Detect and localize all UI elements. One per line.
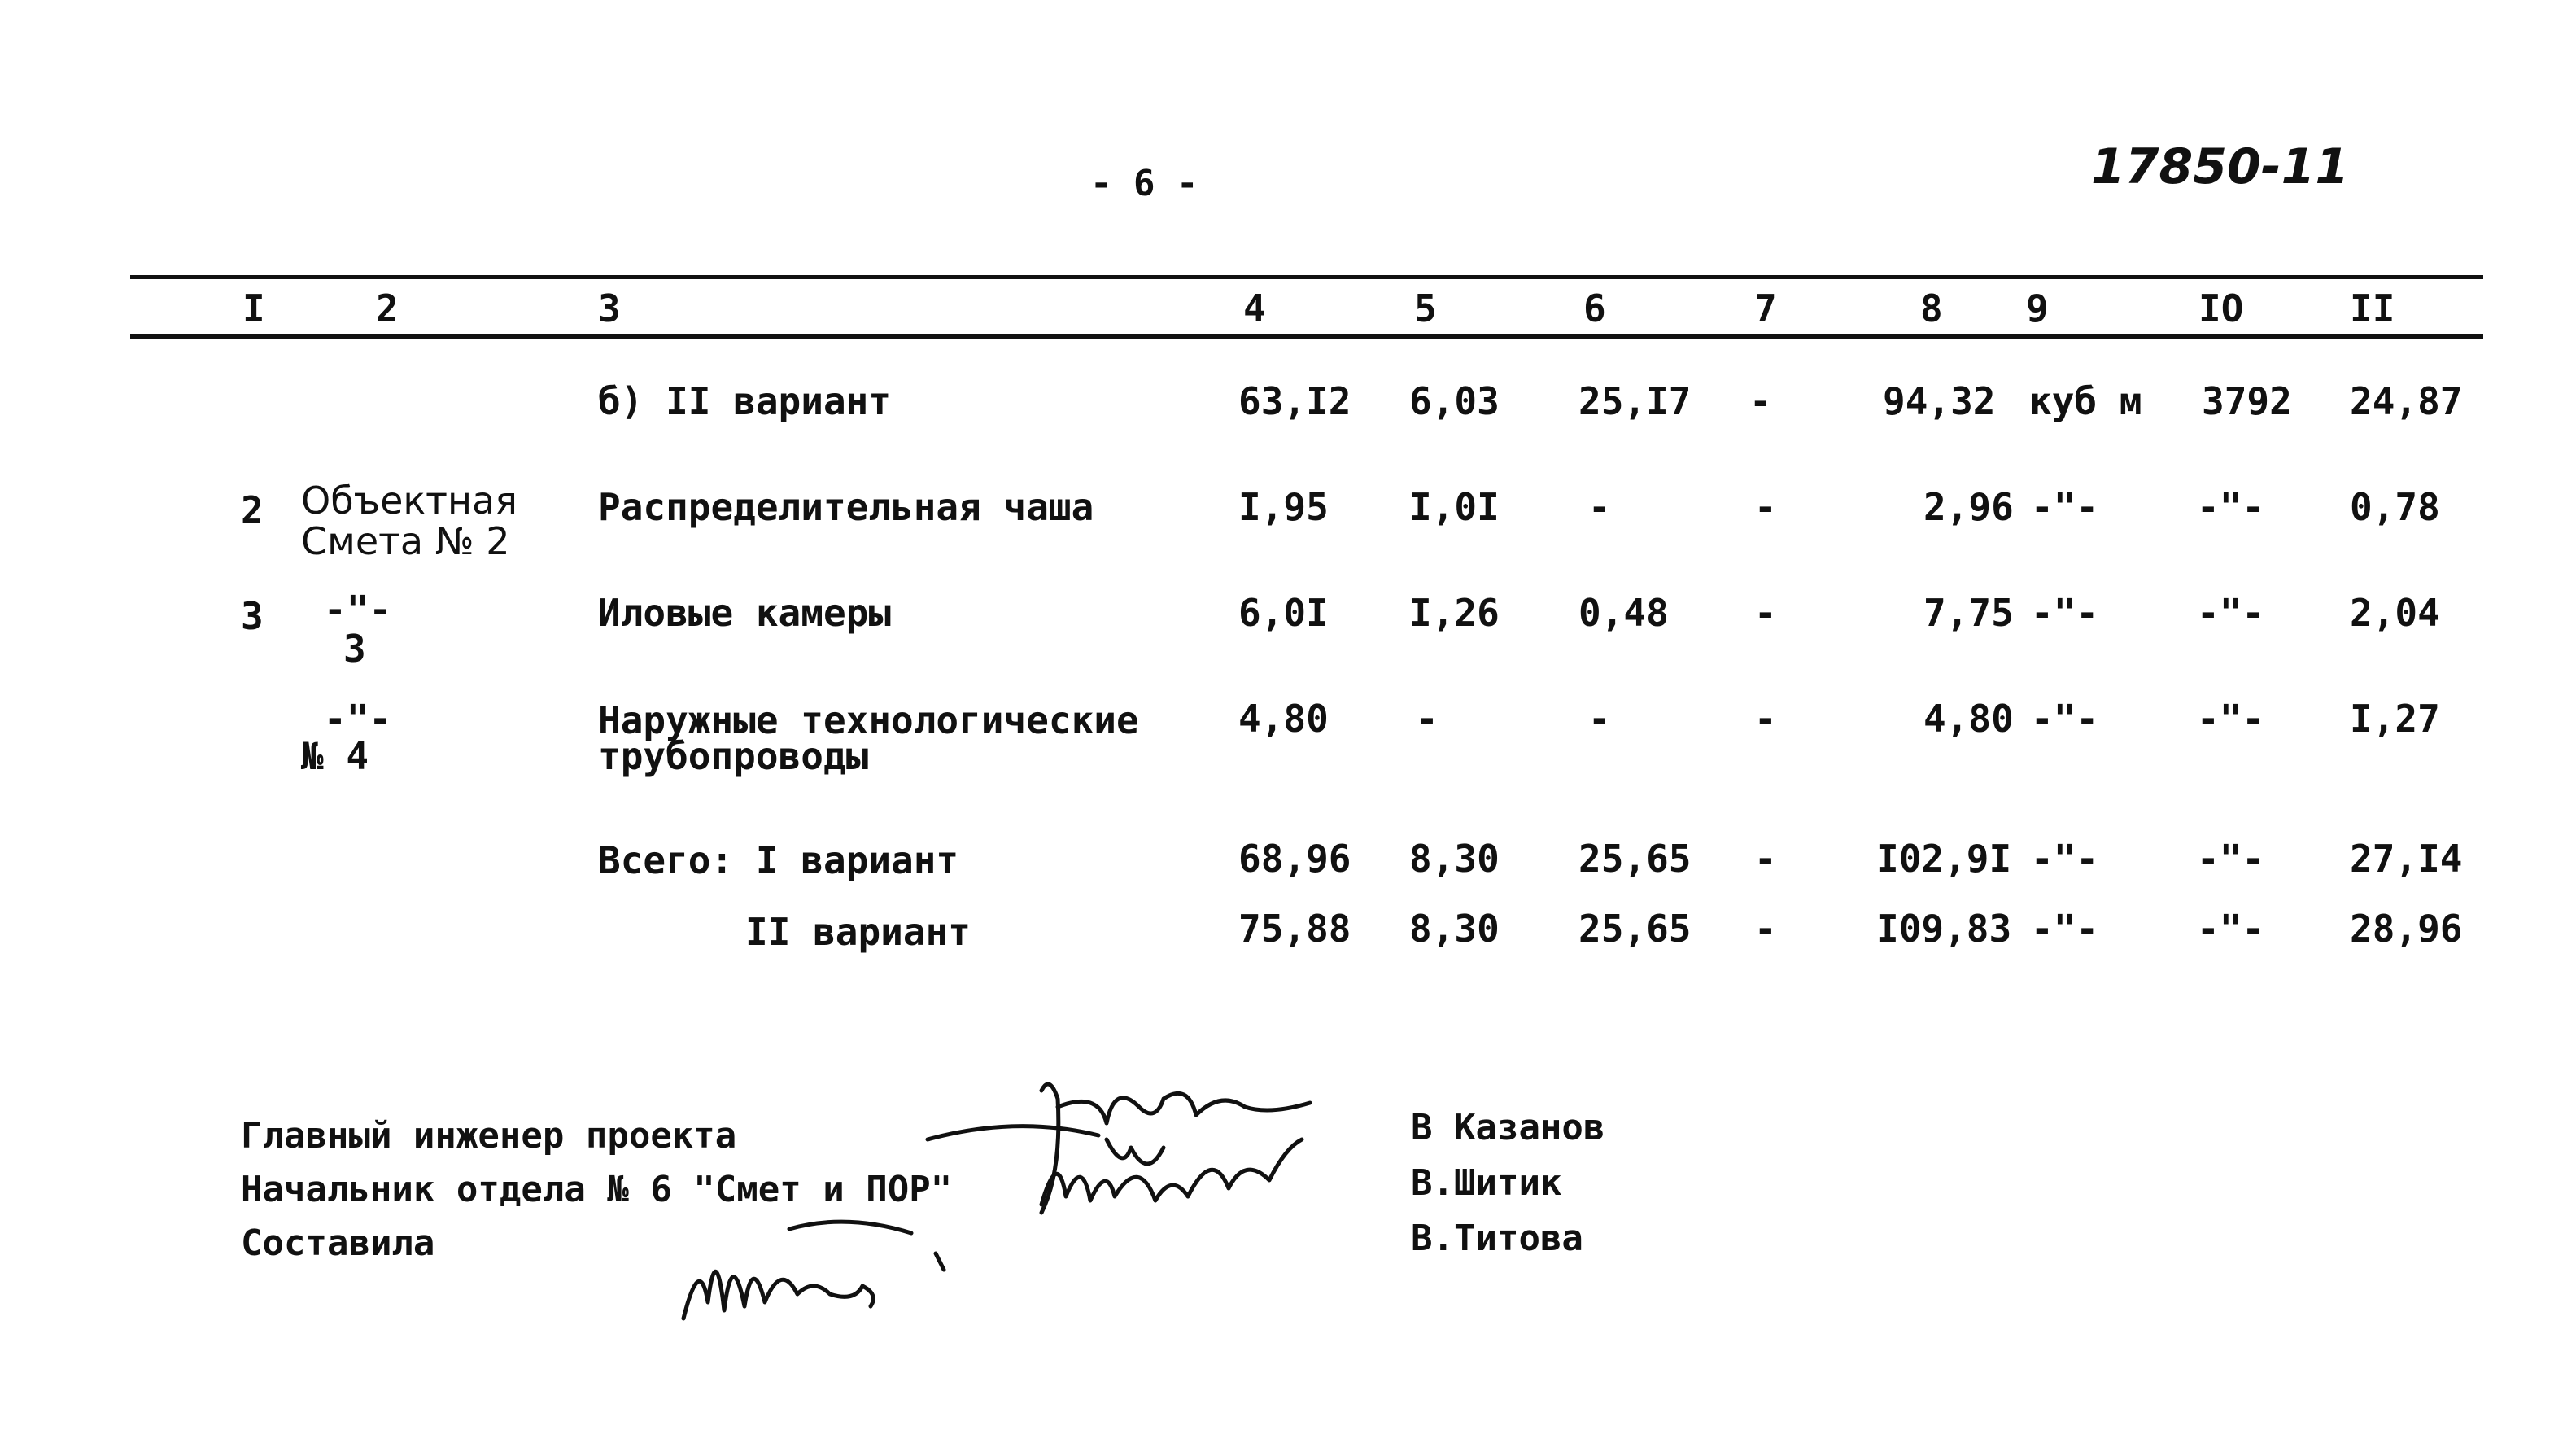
total-col7: -: [1754, 837, 1777, 881]
cell-col9: -"-: [2031, 697, 2099, 741]
cell-col6: 0,48: [1578, 591, 1669, 635]
total-col9: -"-: [2031, 837, 2099, 881]
cell-col5: -: [1416, 697, 1439, 741]
role-chief-engineer: Главный инженер проекта: [241, 1115, 737, 1157]
cell-estimate: -"-: [324, 697, 392, 741]
role-compiler: Составила: [241, 1222, 435, 1264]
cell-col11: 0,78: [2350, 485, 2440, 529]
cell-index: 3: [241, 594, 264, 638]
name-compiler: В.Титова: [1411, 1218, 1583, 1259]
cell-estimate-sub: Смета № 2: [301, 519, 510, 563]
cell-col4: 4,80: [1238, 697, 1329, 741]
cell-col4: 6,0I: [1238, 591, 1329, 635]
cell-col9: -"-: [2031, 591, 2099, 635]
total-col9: -"-: [2031, 907, 2099, 951]
cell-index: 2: [241, 488, 264, 532]
total-col8: I02,9I: [1876, 837, 2012, 881]
cell-col10: -"-: [2197, 697, 2265, 741]
total-col11: 27,I4: [2350, 837, 2463, 881]
total-col7: -: [1754, 907, 1777, 951]
total-col10: -"-: [2197, 837, 2265, 881]
column-header: 5: [1414, 286, 1437, 330]
cell-col7: -: [1754, 591, 1777, 635]
page-number: - 6 -: [1090, 163, 1198, 204]
cell-col4: 63,I2: [1238, 379, 1351, 423]
cell-col8: 4,80: [1923, 697, 2014, 741]
cell-col8: 2,96: [1923, 485, 2014, 529]
cell-estimate-sub: 3: [343, 627, 366, 671]
cell-col10: -"-: [2197, 591, 2265, 635]
table-top-rule: [130, 275, 2483, 279]
column-header: II: [2350, 286, 2395, 330]
cell-col11: 2,04: [2350, 591, 2440, 635]
cell-col9: -"-: [2031, 485, 2099, 529]
cell-col4: I,95: [1238, 485, 1329, 529]
cell-col6: -: [1588, 697, 1611, 741]
name-department-head: В.Шитик: [1411, 1162, 1562, 1204]
column-header: 7: [1754, 286, 1777, 330]
cell-col9: куб м: [2029, 379, 2142, 423]
cell-col5: I,0I: [1409, 485, 1500, 529]
cell-col10: -"-: [2197, 485, 2265, 529]
column-header: I: [242, 286, 265, 330]
cell-estimate: -"-: [324, 588, 392, 632]
total-col5: 8,30: [1409, 837, 1500, 881]
cell-estimate-sub: № 4: [301, 734, 369, 778]
column-header: 9: [2026, 286, 2049, 330]
cell-col10: 3792: [2202, 379, 2292, 423]
cell-col8: 94,32: [1883, 379, 1996, 423]
cell-col8: 7,75: [1923, 591, 2014, 635]
cell-col6: -: [1588, 485, 1611, 529]
cell-col11: 24,87: [2350, 379, 2463, 423]
column-header: 6: [1583, 286, 1606, 330]
cell-col11: I,27: [2350, 697, 2440, 741]
role-department-head: Начальник отдела № 6 "Смет и ПОР": [241, 1169, 953, 1210]
total-col11: 28,96: [2350, 907, 2463, 951]
total-col8: I09,83: [1876, 907, 2012, 951]
column-header: 3: [598, 286, 621, 330]
table-header-rule: [130, 334, 2483, 339]
total-label: Всего: I вариант: [598, 838, 959, 882]
column-header: 4: [1243, 286, 1266, 330]
total-label: II вариант: [745, 910, 971, 954]
cell-estimate: Объектная: [301, 479, 517, 523]
cell-col6: 25,I7: [1578, 379, 1692, 423]
total-col4: 68,96: [1238, 837, 1351, 881]
column-header: IO: [2198, 286, 2244, 330]
column-header: 2: [376, 286, 399, 330]
cell-col7: -: [1754, 485, 1777, 529]
handwritten-signature-2: [1033, 1131, 1326, 1229]
cell-col7: -: [1754, 697, 1777, 741]
total-col5: 8,30: [1409, 907, 1500, 951]
cell-name: Иловые камеры: [598, 591, 892, 635]
handwritten-signature-3: [667, 1205, 976, 1335]
cell-name: б) II вариант: [598, 379, 892, 423]
cell-name-cont: трубопроводы: [598, 734, 869, 778]
total-col6: 25,65: [1578, 837, 1692, 881]
cell-col5: 6,03: [1409, 379, 1500, 423]
cell-col7: -: [1749, 379, 1772, 423]
total-col4: 75,88: [1238, 907, 1351, 951]
cell-name: Распределительная чаша: [598, 485, 1094, 529]
name-chief-engineer: В Казанов: [1411, 1107, 1605, 1148]
column-header: 8: [1920, 286, 1943, 330]
document-code: 17850-11: [2091, 138, 2350, 195]
total-col10: -"-: [2197, 907, 2265, 951]
cell-col5: I,26: [1409, 591, 1500, 635]
cell-name: Наружные технологические: [598, 698, 1139, 742]
total-col6: 25,65: [1578, 907, 1692, 951]
